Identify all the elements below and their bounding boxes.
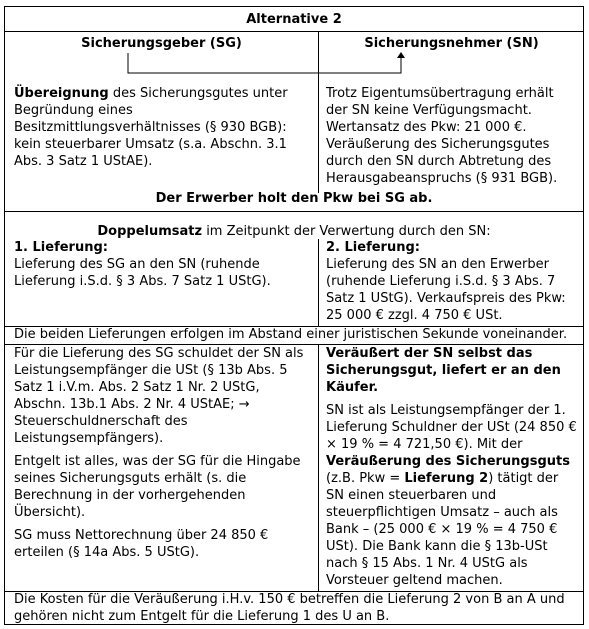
table-title: Alternative 2: [246, 12, 342, 27]
lieferung-1-text: Lieferung des SG an den SN (ruhende Lieferung i.S.d. § 3 Abs. 7 Satz 1 UStG).: [14, 257, 271, 289]
steuerschuldnerschaft-column: [14, 345, 310, 561]
verfuegungsmacht-text: Trotz Eigentumsübertragung erhält der SN keine Verfügungsmacht. Wertansatz des Pkw: 21 000 €. Veräußerung des Sicherungsgutes durch den SN durch Abtretung des Herausgabeanspruchs (§ 931 BGB).: [326, 86, 558, 186]
veraeusserung-heading: Veräußert der SN selbst das Sicherungsgut, liefert er an den Käufer.: [326, 346, 561, 395]
veraeusserung-text-3: ) tätigt der SN einen steuerbaren und steuerpflichtigen Umsatz – auch als Bank – (25 000 € × 19 % = 4 750 € USt). Die Bank kann die § 13b-USt nach § 15 Abs. 1 Nr. 4 UStG als Vorsteuer geltend machen.: [326, 471, 559, 588]
column-divider: [318, 344, 319, 591]
lieferung-1-heading: 1. Lieferung:: [14, 240, 108, 255]
uebereignung-description: des Sicherungsgutes unter Begründung eines Besitzmittlungsverhältnisses (§ 930 BGB): kein steuerbarer Umsatz (s.a. Abschn. 3.1 Abs. 3 Satz 1 UStAE).: [14, 86, 288, 169]
veraeusserung-term: Veräußerung des Sicherungsguts: [326, 454, 570, 469]
lieferung-2-heading: 2. Lieferung:: [326, 240, 420, 255]
veraeusserung-paragraph: [326, 402, 578, 589]
divider: [5, 211, 583, 212]
lieferung-2-term: Lieferung 2: [404, 471, 489, 486]
party-sicherungsnehmer: Sicherungsnehmer (SN): [364, 36, 539, 51]
veraeusserung-text-2: (z.B. Pkw =: [326, 471, 405, 486]
uebereignung-term: Übereignung: [14, 86, 109, 101]
doppelumsatz-line: [5, 223, 583, 240]
nettorechnung-paragraph: SG muss Nettorechnung über 24 850 € erteilen (§ 14a Abs. 5 UStG).: [14, 528, 269, 560]
veraeusserung-text-1: SN ist als Leistungsempfänger der 1. Lieferung Schuldner der USt (24 850 € × 19 % = 4 721,50 €). Mit der: [326, 403, 577, 452]
entgelt-paragraph: Entgelt ist alles, was der SG für die Hingabe seines Sicherungsguts erhält (s. die Berechnung in der vorhergehenden Übersicht).: [14, 454, 301, 520]
party-sicherungsgeber: Sicherungsgeber (SG): [81, 36, 242, 51]
transfer-arrow-icon: [5, 51, 583, 79]
pickup-statement: Der Erwerber holt den Pkw bei SG ab.: [155, 191, 433, 206]
uebereignung-text: [14, 85, 310, 170]
steuerschuldner-paragraph: Für die Lieferung des SG schuldet der SN als Leistungsempfänger die USt (§ 13b Abs. 5 Satz 1 i.V.m. Abs. 2 Satz 1 Nr. 2 UStG, Abschn. 13b.1 Abs. 2 Nr. 4 UStAE; → Steuerschuldnerschaft des Leistungsempfängers).: [14, 346, 304, 446]
juristische-sekunde-text: Die beiden Lieferungen erfolgen im Abstand einer juristischen Sekunde voneinander.: [14, 327, 568, 342]
lieferung-1: [14, 239, 310, 290]
doppelumsatz-term: Doppelumsatz: [97, 224, 203, 239]
alternative-2-table: [4, 6, 584, 625]
column-divider: [318, 239, 319, 326]
lieferung-2-text: Lieferung des SN an den Erwerber (ruhende Lieferung i.S.d. § 3 Abs. 7 Satz 1 UStG). Verkaufspreis des Pkw: 25 000 € zzgl. 4 750 € USt.: [326, 257, 566, 323]
veraeusserung-column: [326, 345, 578, 589]
lieferung-2: [326, 239, 578, 324]
divider: [5, 31, 583, 32]
doppelumsatz-rest: im Zeitpunkt der Verwertung durch den SN:: [202, 224, 491, 239]
kosten-footer: Die Kosten für die Veräußerung i.H.v. 150 € betreffen die Lieferung 2 von B an A und gehören nicht zum Entgelt für die Lieferung 1 des U an B.: [14, 592, 565, 624]
